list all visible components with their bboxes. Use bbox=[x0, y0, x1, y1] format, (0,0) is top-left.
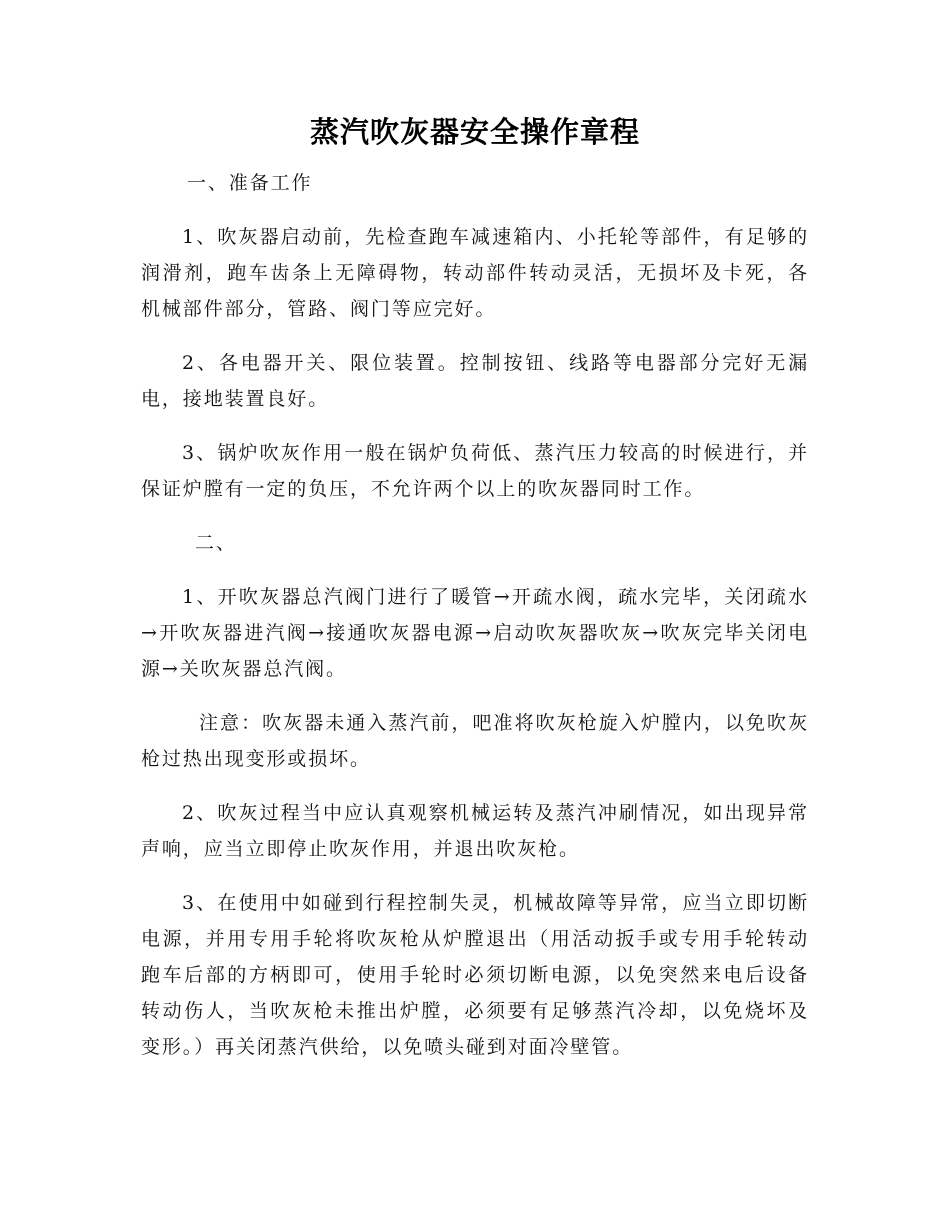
paragraph-boiler-condition: 3、锅炉吹灰作用一般在锅炉负荷低、蒸汽压力较高的时候进行，并保证炉膛有一定的负压，不允许两个以上的吹灰器同时工作。 bbox=[141, 442, 809, 500]
section-heading-two: 二、 bbox=[195, 532, 237, 554]
paragraph-note: 注意：吹灰器未通入蒸汽前，吧准将吹灰枪旋入炉膛内，以免吹灰枪过热出现变形或损坏。 bbox=[141, 712, 809, 770]
document-title: 蒸汽吹灰器安全操作章程 bbox=[309, 115, 640, 149]
paragraph-pre-start-check: 1、吹灰器启动前，先检查跑车减速箱内、小托轮等部件，有足够的润滑剂，跑车齿条上无障碍物，转动部件转动灵活，无损坏及卡死，各机械部件部分，管路、阀门等应完好。 bbox=[141, 226, 809, 320]
paragraph-electrical-check: 2、各电器开关、限位装置。控制按钮、线路等电器部分完好无漏电，接地装置良好。 bbox=[141, 352, 809, 410]
document-body bbox=[141, 165, 809, 1083]
section-heading-preparation: 一、准备工作 bbox=[187, 172, 313, 194]
paragraph-operation-sequence: 1、开吹灰器总汽阀门进行了暖管→开疏水阀，疏水完毕，关闭疏水→开吹灰器进汽阀→接通吹灰器电源→启动吹灰器吹灰→吹灰完毕关闭电源→关吹灰器总汽阀。 bbox=[141, 586, 809, 680]
paragraph-fault-handling: 3、在使用中如碰到行程控制失灵，机械故障等异常，应当立即切断电源，并用专用手轮将吹灰枪从炉膛退出（用活动扳手或专用手轮转动跑车后部的方柄即可，使用手轮时必须切断电源，以免突然来电后设备转动伤人，当吹灰枪未推出炉膛，必须要有足够蒸汽冷却，以免烧坏及变形。）再关闭蒸汽供给，以免喷头碰到对面冷壁管。 bbox=[141, 892, 809, 1058]
paragraph-observation: 2、吹灰过程当中应认真观察机械运转及蒸汽冲刷情况，如出现异常声响，应当立即停止吹灰作用，并退出吹灰枪。 bbox=[141, 802, 809, 860]
